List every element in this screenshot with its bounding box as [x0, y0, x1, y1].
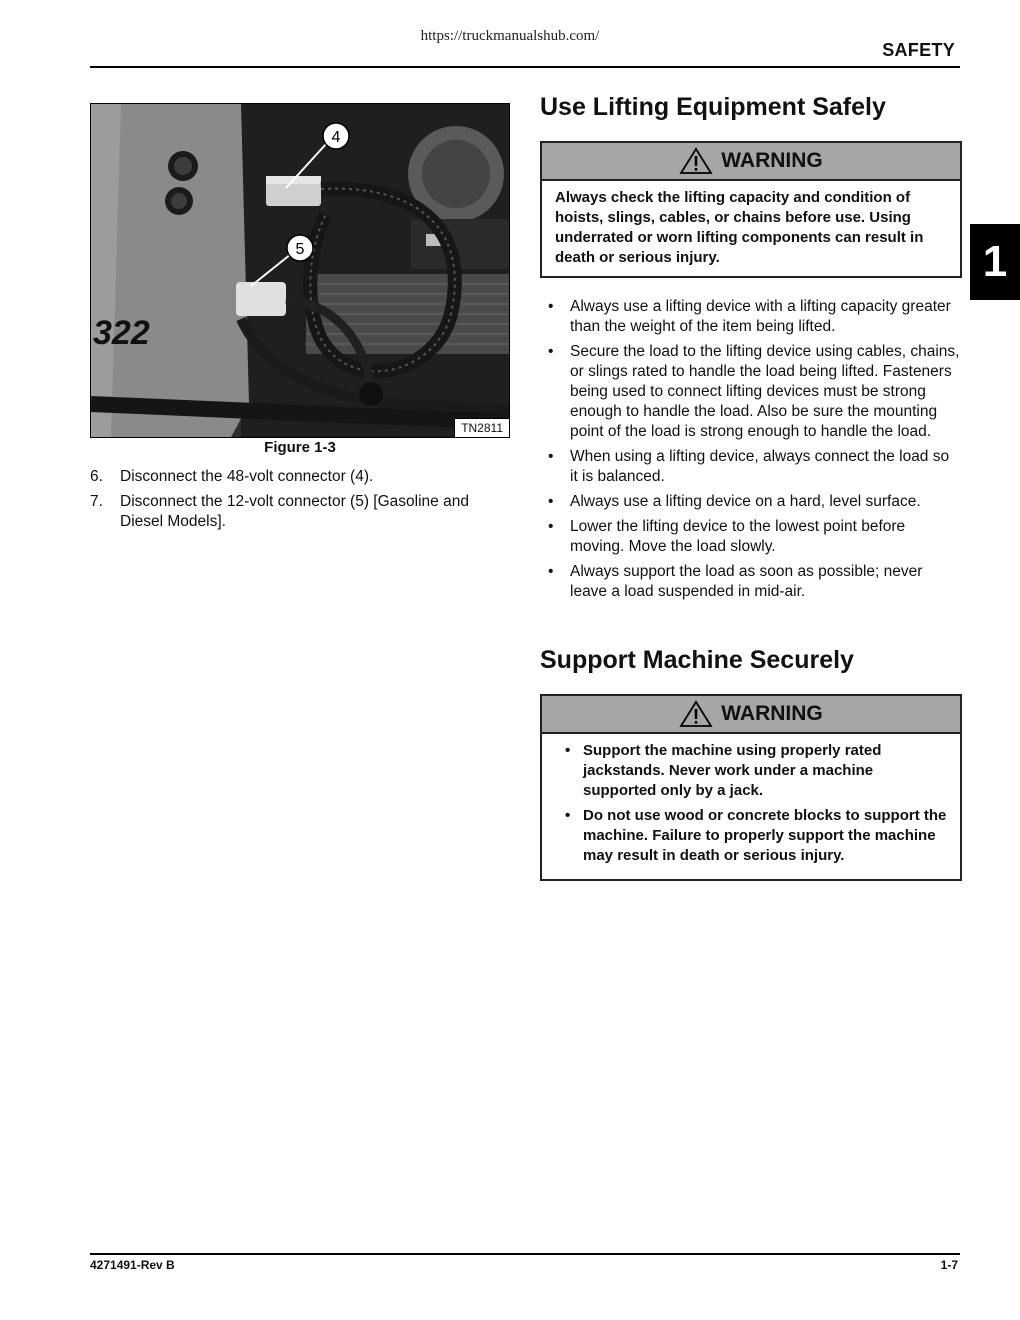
list-item: • Secure the load to the lifting device using cables, chains, or slings rated to handle the load being lifted. Fasteners being used to connect lifting devices must be strong enough to handle the load. Also be sure the mounting point of the load is strong enough to handle the load.: [548, 343, 960, 440]
step-item: [90, 492, 510, 532]
model-badge: 322: [93, 314, 150, 352]
list-item: • Always use a lifting device with a lifting capacity greater than the weight of the item being lifted.: [548, 297, 960, 337]
warning-triangle-icon: [679, 147, 713, 175]
document-id: 4271491-Rev B: [90, 1258, 175, 1272]
list-item-text: Do not use wood or concrete blocks to support the machine. Failure to properly support the machine may result in death or serious injury.: [583, 807, 947, 864]
support-warning-box: [540, 694, 962, 881]
list-item-text: Support the machine using properly rated jackstands. Never work under a machine supported only by a jack.: [583, 742, 882, 799]
step-text: Disconnect the 48-volt connector (4).: [120, 468, 374, 485]
list-item: • Always support the load as soon as possible; never leave a load suspended in mid-air.: [548, 562, 960, 602]
lifting-bullet-list: [548, 297, 960, 607]
photo-code: TN2811: [454, 418, 509, 437]
step-text: Disconnect the 12-volt connector (5) [Gasoline and Diesel Models].: [120, 493, 469, 530]
support-heading: Support Machine Securely: [540, 646, 854, 674]
warning-text: Always check the lifting capacity and condition of hoists, slings, cables, or chains before use. Using underrated or worn lifting components can result in death or serious injury.: [555, 189, 924, 266]
list-item-text: Lower the lifting device to the lowest point before moving. Move the load slowly.: [570, 518, 906, 555]
list-item: • Do not use wood or concrete blocks to support the machine. Failure to properly support the machine may result in death or serious injury.: [565, 807, 947, 864]
list-item: • Lower the lifting device to the lowest point before moving. Move the load slowly.: [548, 517, 960, 557]
footer-rule: [90, 1253, 960, 1255]
list-item-text: Always use a lifting device with a lifting capacity greater than the weight of the item being lifted.: [570, 298, 951, 335]
warning-label: WARNING: [721, 149, 823, 172]
lifting-warning-box: [540, 141, 962, 278]
list-item: • When using a lifting device, always connect the load so it is balanced.: [548, 447, 960, 487]
warning-triangle-icon: [679, 700, 713, 728]
step-number: 7.: [90, 493, 103, 510]
step-item: [90, 467, 510, 487]
source-url: https://truckmanualshub.com/: [420, 28, 600, 44]
engine-compartment-illustration: [91, 104, 509, 437]
list-item-text: When using a lifting device, always connect the load so it is balanced.: [570, 448, 950, 485]
page-number: 1-7: [940, 1258, 958, 1272]
warning-list: [542, 734, 960, 879]
warning-header: [542, 143, 960, 181]
list-item-text: Secure the load to the lifting device using cables, chains, or slings rated to handle the load being lifted. Fasteners being used to connect lifting devices must be strong enough to handle the load. Also be sure the mounting point of the load is strong enough to handle the load.: [570, 343, 960, 440]
step-number: 6.: [90, 468, 103, 485]
figure-caption: Figure 1-3: [264, 439, 336, 456]
warning-header: [542, 696, 960, 734]
lifting-heading: Use Lifting Equipment Safely: [540, 93, 886, 121]
list-item: • Support the machine using properly rated jackstands. Never work under a machine supported only by a jack.: [555, 741, 948, 801]
header-rule: [90, 66, 960, 68]
section-title: SAFETY: [882, 40, 955, 60]
chapter-tab: 1: [970, 224, 1020, 300]
list-item-text: Always use a lifting device on a hard, level surface.: [570, 493, 921, 510]
procedure-steps: [90, 467, 510, 537]
callout-4: 4: [331, 129, 341, 146]
figure-photo: [90, 103, 510, 438]
callout-5: 5: [295, 241, 305, 258]
warning-label: WARNING: [721, 702, 823, 725]
list-item-text: Always support the load as soon as possible; never leave a load suspended in mid-air.: [570, 563, 923, 600]
list-item: • Always use a lifting device on a hard, level surface.: [548, 492, 960, 512]
